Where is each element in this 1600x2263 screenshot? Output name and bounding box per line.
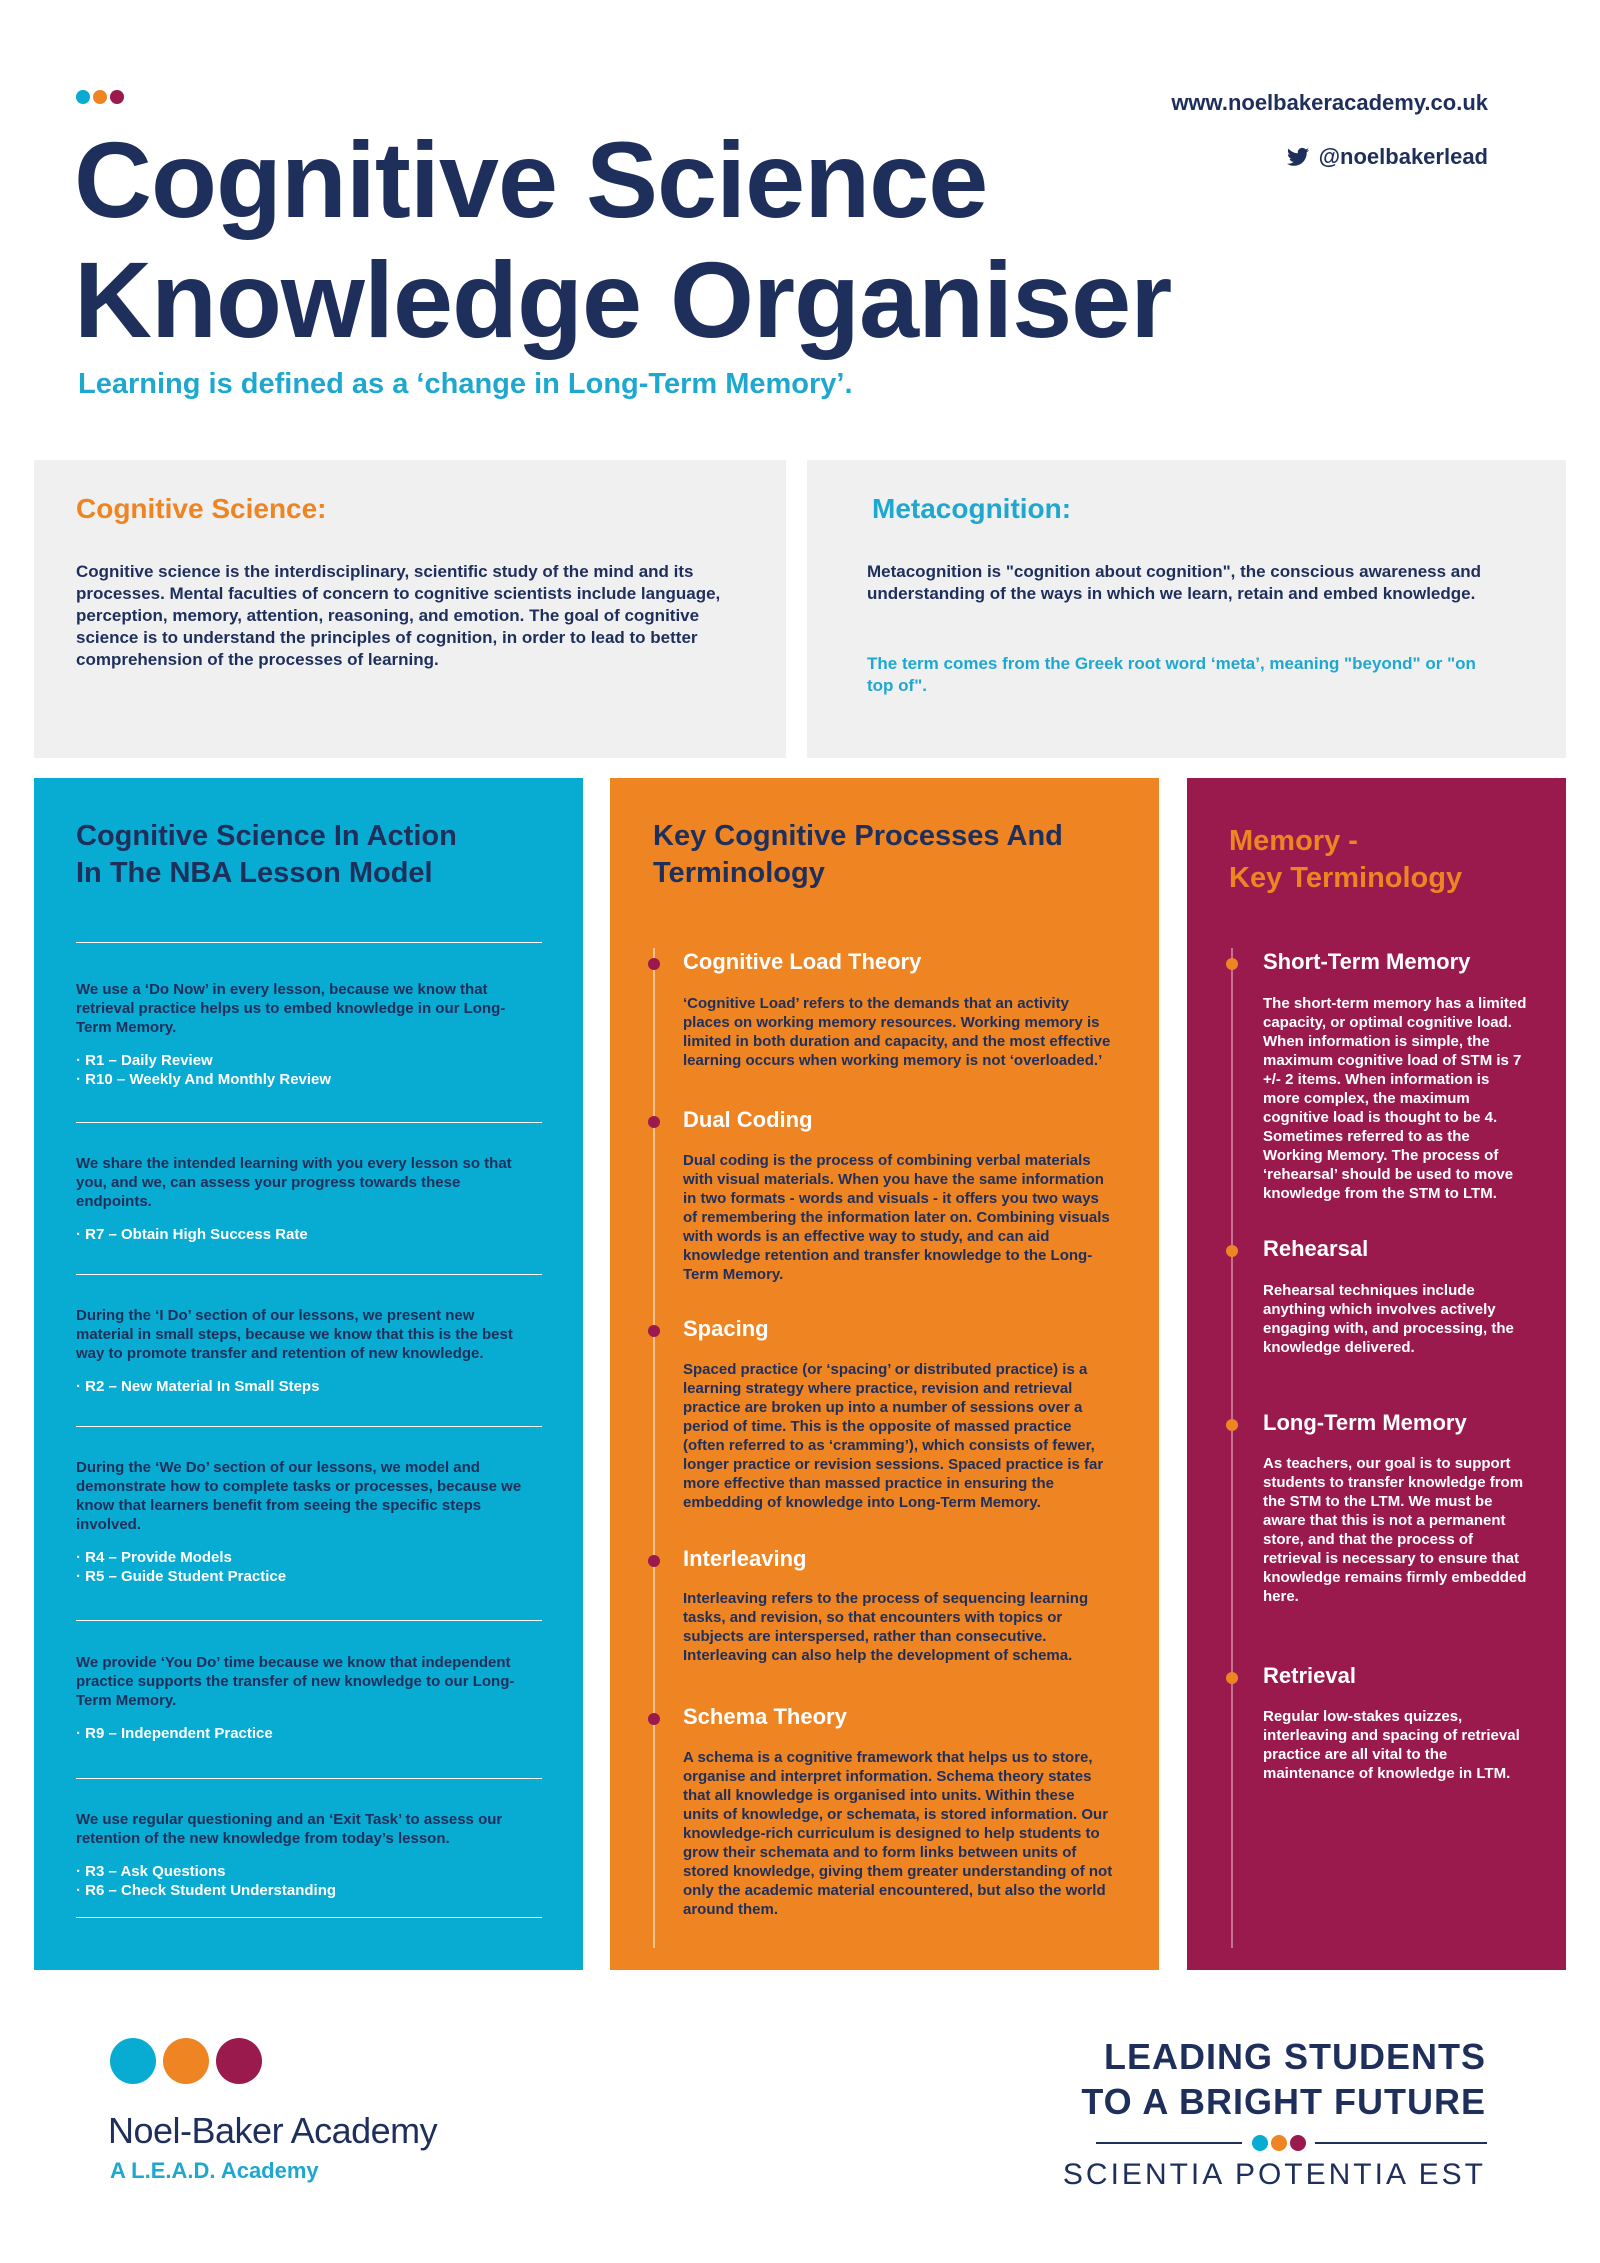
divider	[76, 1122, 542, 1123]
timeline-dot	[648, 1713, 660, 1725]
motto-dots	[1252, 2135, 1306, 2151]
lesson-model-title-line-1: Cognitive Science In Action	[76, 820, 457, 852]
twitter-handle-text: @noelbakerlead	[1318, 144, 1488, 169]
process-heading: Spacing	[683, 1316, 769, 1341]
metacognition-box	[807, 460, 1566, 758]
lesson-model-item	[76, 1306, 532, 1396]
plum-dot	[110, 90, 124, 104]
memory-body: The short-term memory has a limited capacity, or optimal cognitive load. When information is simple, the maximum cognitive load of STM is 7 +/- 2 items. When information is more complex, the maximum cognitive load is thought to be 4. Sometimes referred to as the Working Memory. The process of ‘rehearsal’ should be used to move knowledge from the STM to LTM.	[1263, 995, 1527, 1202]
motto-line-1: LEADING STUDENTS	[1103, 2036, 1486, 2077]
lesson-model-item	[76, 1653, 532, 1743]
divider	[76, 1274, 542, 1275]
process-body: Dual coding is the process of combining verbal materials with visual materials. When you have the same information in two formats - words and visuals - it offers you two ways of remembering the information later on. Combining visuals with words is an effective way to study, and can aid knowledge retention and transfer knowledge to the Long-Term Memory.	[683, 1152, 1110, 1283]
title-line-2: Knowledge Organiser	[74, 239, 1172, 360]
page-title	[74, 120, 1224, 360]
memory-heading: Short-Term Memory	[1263, 949, 1471, 974]
process-body: ‘Cognitive Load’ refers to the demands that an activity places on working memory resources. Working memory is limited in both duration and capacity, and the most effective learning occurs when working memory is not ‘overloaded.’	[683, 995, 1111, 1069]
motto-line-2: TO A BRIGHT FUTURE	[1081, 2081, 1486, 2122]
motto-latin: SCIENTIA POTENTIA EST	[1062, 2158, 1486, 2191]
lesson-model-item	[76, 980, 532, 1089]
process-body: Interleaving refers to the process of sequencing learning tasks, and revision, so that encounters with topics or subjects are interspersed, rather than consecutive. Interleaving can also help the development of schema.	[683, 1590, 1089, 1664]
plum-dot	[216, 2038, 262, 2084]
ref-item: · R6 – Check Student Understanding	[76, 1882, 337, 1899]
academy-name: Noel-Baker Academy	[108, 2110, 438, 2151]
lesson-model-title	[76, 818, 457, 892]
ref-item: · R7 – Obtain High Success Rate	[76, 1226, 308, 1243]
memory-terminology-column	[1187, 778, 1566, 1970]
process-heading: Interleaving	[683, 1546, 807, 1571]
metacognition-title: Metacognition:	[872, 493, 1072, 524]
rosenshine-refs	[76, 1548, 532, 1586]
lesson-model-item	[76, 1154, 532, 1244]
tagline: Learning is defined as a ‘change in Long-Term Memory’.	[78, 368, 853, 400]
lesson-model-item	[76, 1810, 532, 1900]
divider	[76, 1778, 542, 1779]
process-body: A schema is a cognitive framework that helps us to store, organise and interpret information. Schema theory states that all knowledge is organised into units. Within these units of knowledge, or schemata, is stored information. Our knowledge-rich curriculum is designed to help students to grow their schemata and to form links between units of stored knowledge, giving them greater understanding of not only the academic material encountered, but also the world around them.	[683, 1749, 1113, 1918]
timeline-dot	[648, 958, 660, 970]
lesson-model-item-text: We use regular questioning and an ‘Exit Task’ to assess our retention of the new knowledge from today’s lesson.	[76, 1811, 503, 1847]
divider	[76, 1620, 542, 1621]
teal-dot	[76, 90, 90, 104]
memory-body: Regular low-stakes quizzes, interleaving and spacing of retrieval practice are all vital to the maintenance of knowledge in LTM.	[1263, 1708, 1520, 1782]
memory-title-line-2: Key Terminology	[1229, 862, 1463, 894]
timeline-line	[653, 948, 655, 1948]
orange-dot	[93, 90, 107, 104]
lesson-model-item-text: During the ‘We Do’ section of our lessons, we model and demonstrate how to complete tasks or processes, because we know that learners benefit from seeing the specific steps involved.	[76, 1459, 522, 1533]
process-body: Spaced practice (or ‘spacing’ or distributed practice) is a learning strategy where practice, revision and retrieval practice are broken up into a number of sessions over a period of time. This is the opposite of massed practice (often referred to as ‘cramming’), which consists of fewer, longer practice or revision sessions. Spaced practice is far more effective than massed practice in ensuring the embedding of knowledge into Long-Term Memory.	[683, 1361, 1104, 1511]
motto-rule-left	[1096, 2142, 1242, 2144]
cognitive-processes-title-line-2: Terminology	[653, 857, 825, 889]
ref-item: · R10 – Weekly And Monthly Review	[76, 1071, 332, 1088]
timeline-dot	[1226, 958, 1238, 970]
divider	[76, 942, 542, 943]
divider	[76, 1917, 542, 1918]
lesson-model-title-line-2: In The NBA Lesson Model	[76, 857, 433, 889]
metacognition-text: Metacognition is "cognition about cognition", the conscious awareness and understanding of the ways in which we learn, retain and embed knowledge.	[867, 562, 1482, 603]
metacognition-note: The term comes from the Greek root word ‘meta’, meaning "beyond" or "on top of".	[867, 654, 1476, 695]
memory-terminology-title	[1229, 823, 1462, 897]
lesson-model-item-text: During the ‘I Do’ section of our lessons, we present new material in small steps, because we know that this is the best way to promote transfer and retention of new knowledge.	[76, 1307, 513, 1362]
ref-item: · R1 – Daily Review	[76, 1052, 213, 1069]
memory-body: Rehearsal techniques include anything which involves actively engaging with, and processing, the knowledge delivered.	[1263, 1282, 1514, 1356]
website-link[interactable]: www.noelbakeracademy.co.uk	[1171, 90, 1488, 115]
brand-dots-logo	[76, 90, 124, 104]
process-heading: Schema Theory	[683, 1704, 847, 1729]
ref-item: · R5 – Guide Student Practice	[76, 1568, 287, 1585]
teal-dot	[110, 2038, 156, 2084]
cognitive-processes-column	[610, 778, 1159, 1970]
lesson-model-column	[34, 778, 583, 1970]
ref-item: · R2 – New Material In Small Steps	[76, 1378, 320, 1395]
lesson-model-item-text: We use a ‘Do Now’ in every lesson, because we know that retrieval practice helps us to embed knowledge in our Long-Term Memory.	[76, 981, 506, 1036]
memory-title-line-1: Memory -	[1229, 825, 1358, 857]
cognitive-processes-title	[653, 818, 1063, 892]
timeline-dot	[1226, 1419, 1238, 1431]
process-heading: Cognitive Load Theory	[683, 949, 922, 974]
academy-subtitle: A L.E.A.D. Academy	[110, 2158, 319, 2183]
cognitive-processes-title-line-1: Key Cognitive Processes And	[653, 820, 1063, 852]
timeline-line	[1231, 948, 1233, 1948]
lesson-model-item-text: We provide ‘You Do’ time because we know that independent practice supports the transfer of new knowledge to our Long-Term Memory.	[76, 1654, 515, 1709]
divider	[76, 1426, 542, 1427]
plum-dot	[1290, 2135, 1306, 2151]
ref-item: · R9 – Independent Practice	[76, 1725, 273, 1742]
cognitive-science-title: Cognitive Science:	[76, 493, 327, 524]
memory-heading: Retrieval	[1263, 1663, 1356, 1688]
rosenshine-refs	[76, 1051, 532, 1089]
memory-heading: Rehearsal	[1263, 1236, 1369, 1261]
timeline-dot	[648, 1116, 660, 1128]
lesson-model-item	[76, 1458, 532, 1586]
ref-item: · R3 – Ask Questions	[76, 1863, 226, 1880]
timeline-dot	[648, 1555, 660, 1567]
rosenshine-refs	[76, 1862, 532, 1900]
ref-item: · R4 – Provide Models	[76, 1549, 232, 1566]
rosenshine-refs	[76, 1225, 532, 1244]
memory-heading: Long-Term Memory	[1263, 1410, 1467, 1435]
memory-body: As teachers, our goal is to support students to transfer knowledge from the STM to the LTM. We must be aware that this is not a permanent store, and that the process of retrieval is necessary to ensure that knowledge remains firmly embedded here.	[1263, 1455, 1527, 1605]
orange-dot	[1271, 2135, 1287, 2151]
timeline-dot	[648, 1325, 660, 1337]
rosenshine-refs	[76, 1377, 532, 1396]
timeline-dot	[1226, 1672, 1238, 1684]
twitter-bird-icon	[1287, 147, 1309, 167]
lesson-model-item-text: We share the intended learning with you every lesson so that you, and we, can assess your progress towards these endpoints.	[76, 1155, 512, 1210]
cognitive-science-box	[34, 460, 786, 758]
motto-rule-right	[1315, 2142, 1487, 2144]
process-heading: Dual Coding	[683, 1107, 813, 1132]
timeline-dot	[1226, 1245, 1238, 1257]
cognitive-science-text: Cognitive science is the interdisciplinary, scientific study of the mind and its processes. Mental faculties of concern to cognitive scientists include language, perception, memory, attention, reasoning, and emotion. The goal of cognitive science is to understand the principles of cognition, in order to lead to better comprehension of the processes of learning.	[76, 562, 721, 669]
teal-dot	[1252, 2135, 1268, 2151]
academy-logo-dots	[110, 2038, 262, 2084]
orange-dot	[163, 2038, 209, 2084]
twitter-handle[interactable]	[1287, 144, 1488, 170]
title-line-1: Cognitive Science	[74, 119, 988, 240]
rosenshine-refs	[76, 1724, 532, 1743]
